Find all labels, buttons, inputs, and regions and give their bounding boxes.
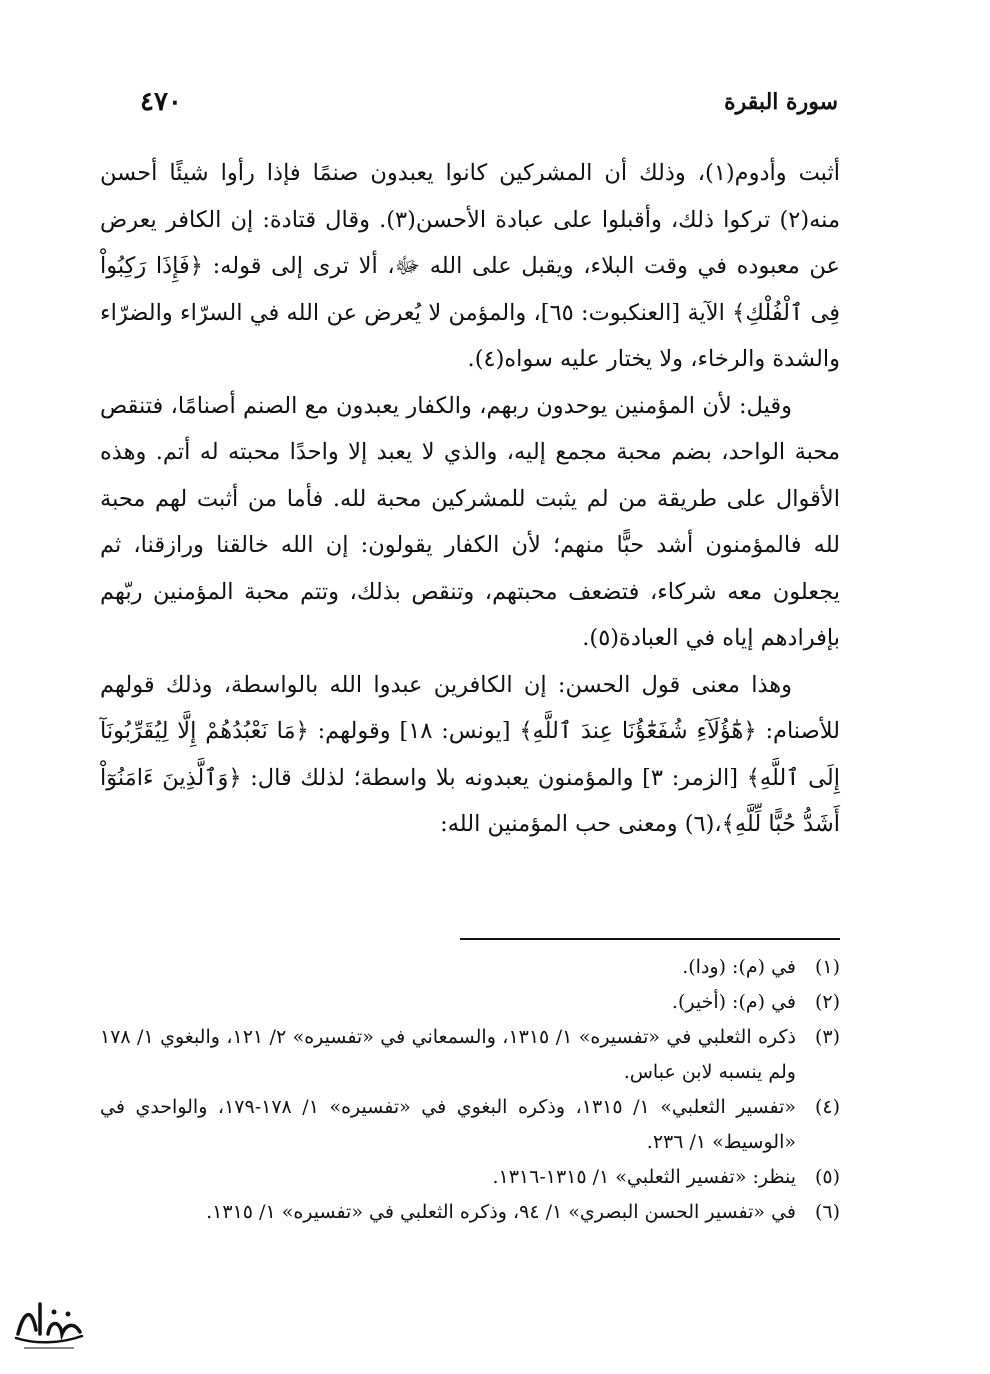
footnote-6 [100,1195,840,1230]
footnote-1 [100,950,840,985]
paragraph-3-text: وهذا معنى قول الحسن: إن الكافرين عبدوا الله بالواسطة، وذلك قولهم للأصنام: ﴿هَٰٓؤُلَآءِ شُفَعَٰٓؤُنَا عِندَ ٱللَّهِ﴾ [يونس: ١٨] وقولهم: ﴿مَا نَعْبُدُهُمْ إِلَّا لِيُقَرِّبُونَآ إِلَى ٱللَّهِ﴾ [الزمر: ٣] والمؤمنون يعبدونه بلا واسطة؛ لذلك قال: ﴿وَٱلَّذِينَ ءَامَنُوٓاْ أَشَدُّ حُبًّا لِّلَّهِ﴾،(٦) ومعنى حب المؤمنين الله: [100,671,840,837]
footnote-text: ينظر: «تفسير الثعلبي» ١/ ١٣١٥-١٣١٦. [492,1166,796,1188]
paragraph-1 [100,150,840,383]
footnote-number: (٢) [814,991,840,1013]
logo-underline [16,1336,82,1342]
footnotes [100,950,840,1230]
footnote-divider [460,938,840,940]
footnote-text: في (م): (أخير). [671,991,796,1013]
main-text [100,150,840,848]
logo-stroke [18,1304,80,1334]
footnote-2 [100,985,840,1020]
footnote-text: في (م): (ودا). [682,956,796,978]
footnote-text: ذكره الثعلبي في «تفسيره» ١/ ١٣١٥، والسمعاني في «تفسيره» ٢/ ١٢١، والبغوي ١/ ١٧٨ ولم ينسبه لابن عباس. [100,1026,796,1083]
footnote-number: (٥) [814,1166,840,1188]
page-header [140,82,838,122]
footnote-text: «تفسير الثعلبي» ١/ ١٣١٥، وذكره البغوي في «تفسيره» ١/ ١٧٨-١٧٩، والواحدي في «الوسيط» ١/ ٢٣٦. [100,1096,796,1153]
logo-calligraphy [10,1290,88,1354]
paragraph-2-text: وقيل: لأن المؤمنين يوحدون ربهم، والكفار يعبدون مع الصنم أصنامًا، فتنقص محبة الواحد، بضم محبة مجمع إليه، والذي لا يعبد إلا واحدًا محبته له أتم. وهذه الأقوال على طريقة من لم يثبت للمشركين محبة لله. فأما من أثبت لهم محبة لله فالمؤمنون أشد حبًّا منهم؛ لأن الكفار يقولون: إن الله خالقنا ورازقنا، ثم يجعلون معه شركاء، فتضعف محبتهم، وتنقص بذلك، وتتم محبة المؤمنين ربّهم بإفرادهم إياه في العبادة(٥). [100,392,840,651]
surah-title: سورة البقرة [724,89,838,115]
footnote-number: (٣) [814,1026,840,1048]
logo-dot [66,1312,71,1317]
paragraph-3 [100,662,840,848]
footnote-number: (١) [814,956,840,978]
footnote-number: (٤) [814,1096,840,1118]
almoshahama-logo-icon [10,1290,88,1354]
footnote-number: (٦) [814,1201,840,1223]
logo-dot [52,1310,57,1315]
paragraph-2 [100,383,840,662]
footnote-text: في «تفسير الحسن البصري» ١/ ٩٤، وذكره الثعلبي في «تفسيره» ١/ ١٣١٥. [206,1201,796,1223]
paragraph-1-text: أثبت وأدوم(١)، وذلك أن المشركين كانوا يعبدون صنمًا فإذا رأوا شيئًا أحسن منه(٢) تركوا ذلك، وأقبلوا على عبادة الأحسن(٣). وقال قتادة: إن الكافر يعرض عن معبوده في وقت البلاء، ويقبل على الله ﷻ، ألا ترى إلى قوله: ﴿فَإِذَا رَكِبُواْ فِى ٱلْفُلْكِ﴾ الآية [العنكبوت: ٦٥]، والمؤمن لا يُعرض عن الله في السرّاء والضرّاء والشدة والرخاء، ولا يختار عليه سواه(٤). [100,160,841,372]
footnote-4 [100,1090,840,1160]
footnote-3 [100,1020,840,1090]
page-number: ٤٧٠ [140,87,182,117]
footnote-5 [100,1160,840,1195]
